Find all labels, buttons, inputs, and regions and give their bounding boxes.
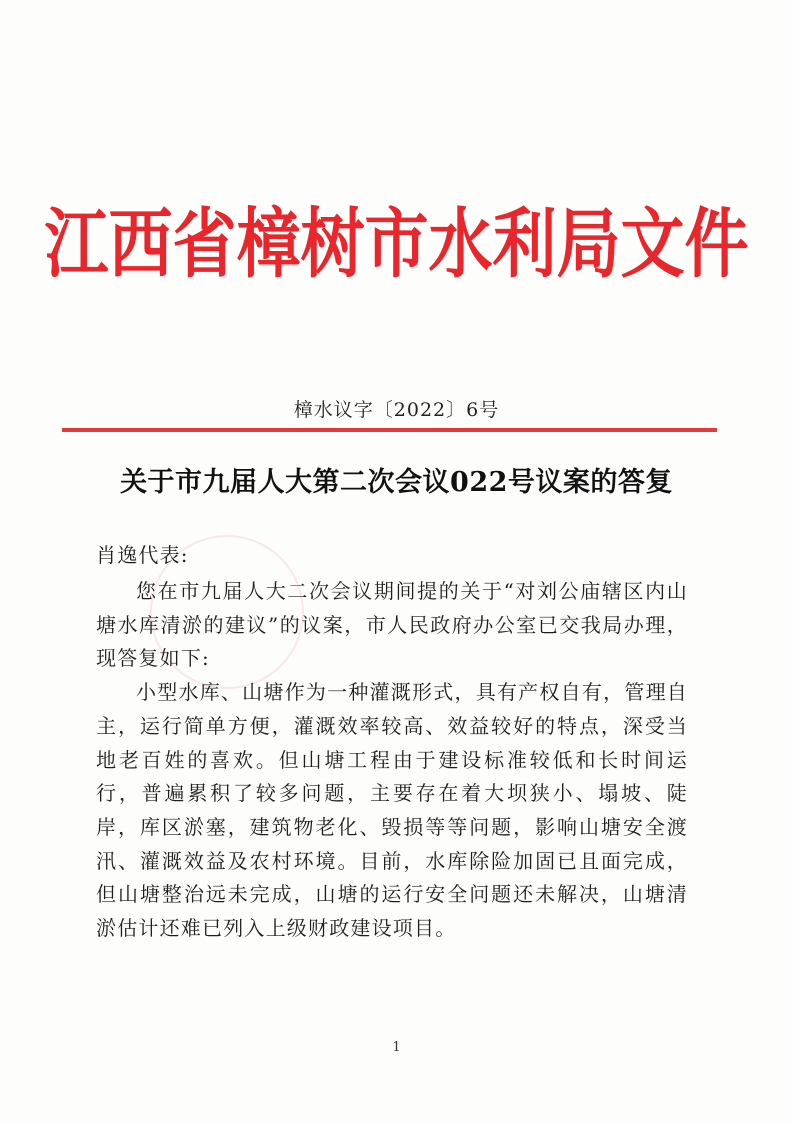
document-title: 关于市九届人大第二次会议022号议案的答复 [120,467,673,498]
agency-header-title: 江西省樟树市水利局文件 [44,201,749,289]
page-number: 1 [392,1040,401,1055]
document-number: 樟水议字〔2022〕6号 [293,399,500,421]
paragraph-2: 小型水库、山塘作为一种灌溉形式，具有产权自有，管理自主，运行简单方便，灌溉效率较高、效益较好的特点，深受当地老百姓的喜欢。但山塘工程由于建设标准较低和长时间运行，普遍累积了较多问题，主要存在着大坝狭小、塌坡、陡岸，库区淤塞，建筑物老化、毁损等等问题，影响山塘安全渡汛、灌溉效益及农村环境。目前，水库除险加固已且面完成，但山塘整治远未完成，山塘的运行安全问题还未解决，山塘清淤估计还难已列入上级财政建设项目。 [96,680,688,941]
salutation: 肖逸代表: [96,543,189,567]
document-body [88,535,688,946]
paragraph-1: 您在市九届人大二次会议期间提的关于“对刘公庙辖区内山塘水库清淤的建议”的议案，市人民政府办公室已交我局办理，现答复如下: [96,579,688,671]
red-divider-line [62,428,717,432]
